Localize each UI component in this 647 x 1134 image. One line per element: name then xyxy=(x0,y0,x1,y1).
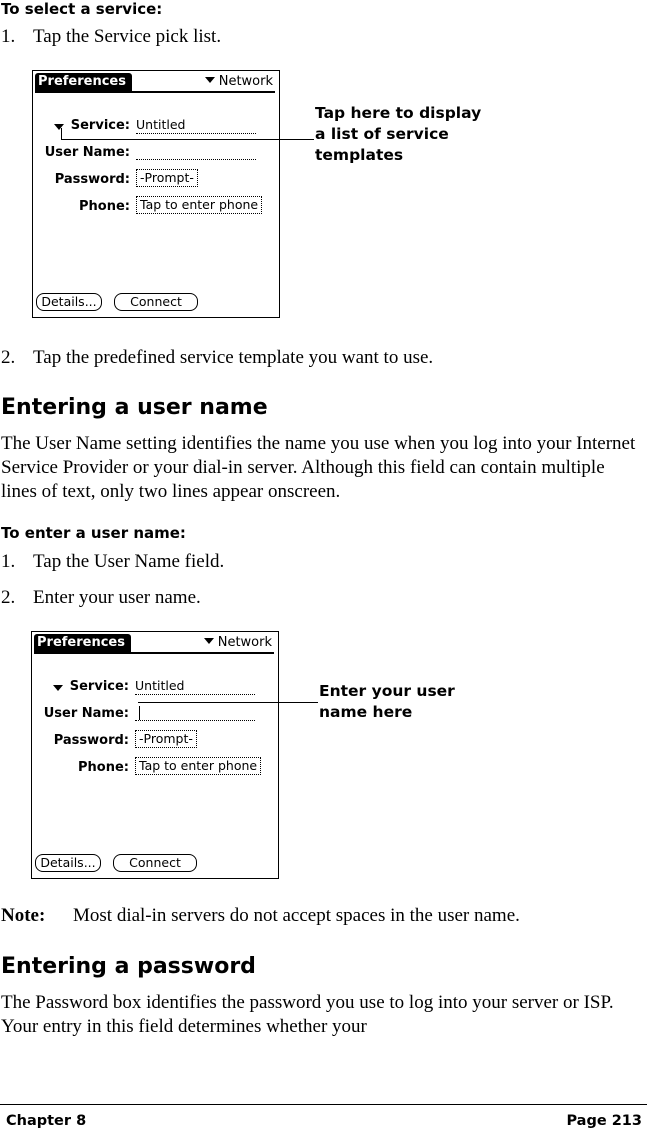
heading-enter-user-name: To enter a user name: xyxy=(1,524,186,542)
step-text: Tap the predefined service template you want to use. xyxy=(33,347,434,368)
step-number: 2. xyxy=(1,347,16,368)
palm-title-tab: Preferences xyxy=(34,634,131,652)
palm-password-box[interactable]: -Prompt- xyxy=(136,169,198,187)
palm-service-value[interactable]: Untitled xyxy=(135,678,185,693)
callout-pointer-line xyxy=(138,702,318,703)
palm-screenshot-service xyxy=(32,70,280,318)
palm-phone-box[interactable]: Tap to enter phone xyxy=(135,757,261,775)
footer-page-number: Page 213 xyxy=(566,1113,642,1129)
text-cursor xyxy=(139,706,140,720)
step-text: Enter your user name. xyxy=(33,587,201,608)
step-number: 1. xyxy=(1,551,16,572)
step-number: 1. xyxy=(1,26,16,47)
palm-username-field[interactable] xyxy=(136,159,256,160)
palm-title-bar xyxy=(35,73,275,93)
palm-title-tab: Preferences xyxy=(35,73,132,91)
step-2-select-service xyxy=(1,347,621,371)
palm-service-label: Service: xyxy=(69,679,129,694)
step-1-enter-user-name xyxy=(1,551,621,575)
triangle-down-icon xyxy=(205,77,215,83)
heading-select-service: To select a service: xyxy=(1,0,163,18)
palm-phone-label: Phone: xyxy=(79,199,130,214)
palm-username-field[interactable] xyxy=(135,720,255,721)
palm-screenshot-username xyxy=(31,631,279,879)
palm-details-button[interactable]: Details... xyxy=(36,293,102,311)
palm-password-label: Password: xyxy=(54,172,130,187)
palm-phone-box[interactable]: Tap to enter phone xyxy=(136,196,262,214)
palm-category-picker[interactable] xyxy=(204,635,272,651)
heading-entering-password: Entering a password xyxy=(1,954,256,979)
step-1-select-service xyxy=(1,26,621,50)
step-text: Tap the Service pick list. xyxy=(33,26,222,47)
palm-service-value[interactable]: Untitled xyxy=(136,117,186,132)
palm-service-underline xyxy=(135,694,255,695)
palm-username-label: User Name: xyxy=(44,145,130,160)
paragraph-password: The Password box identifies the password you use to log into your server or ISP. Your entry in this field determines whether your xyxy=(1,992,614,1037)
callout-enter-user-name: Enter your user name here xyxy=(319,682,455,721)
footer-rule xyxy=(0,1104,647,1105)
step-2-enter-user-name xyxy=(1,587,621,611)
footer-chapter: Chapter 8 xyxy=(6,1113,87,1129)
triangle-down-icon xyxy=(204,638,214,644)
palm-category-label: Network xyxy=(218,74,273,89)
palm-password-label: Password: xyxy=(53,733,129,748)
callout-pointer-vertical xyxy=(61,128,62,139)
palm-title-bar xyxy=(34,634,274,654)
step-text: Tap the User Name field. xyxy=(33,551,225,572)
palm-category-picker[interactable] xyxy=(205,74,273,90)
palm-connect-button[interactable]: Connect xyxy=(114,293,198,311)
callout-pointer-line xyxy=(61,139,314,140)
palm-phone-label: Phone: xyxy=(78,760,129,775)
palm-connect-button[interactable]: Connect xyxy=(113,854,197,872)
service-picklist-triangle-icon[interactable] xyxy=(54,124,64,130)
palm-details-button[interactable]: Details... xyxy=(35,854,101,872)
palm-password-box[interactable]: -Prompt- xyxy=(135,730,197,748)
note-text: Most dial-in servers do not accept spaces in the user name. xyxy=(73,905,520,926)
palm-service-label: Service: xyxy=(70,118,130,133)
paragraph-user-name: The User Name setting identifies the name you use when you log into your Internet Service Provider or your dial-in server. Although this field can contain multiple lines of text, only two lines appear onscreen. xyxy=(1,433,636,502)
callout-service-templates: Tap here to display a list of service templates xyxy=(315,104,482,164)
note-label: Note: xyxy=(1,905,46,926)
service-picklist-triangle-icon[interactable] xyxy=(53,685,63,691)
heading-entering-user-name: Entering a user name xyxy=(1,395,268,420)
step-number: 2. xyxy=(1,587,16,608)
palm-category-label: Network xyxy=(217,635,272,650)
palm-service-underline xyxy=(136,133,256,134)
palm-username-label: User Name: xyxy=(43,706,129,721)
